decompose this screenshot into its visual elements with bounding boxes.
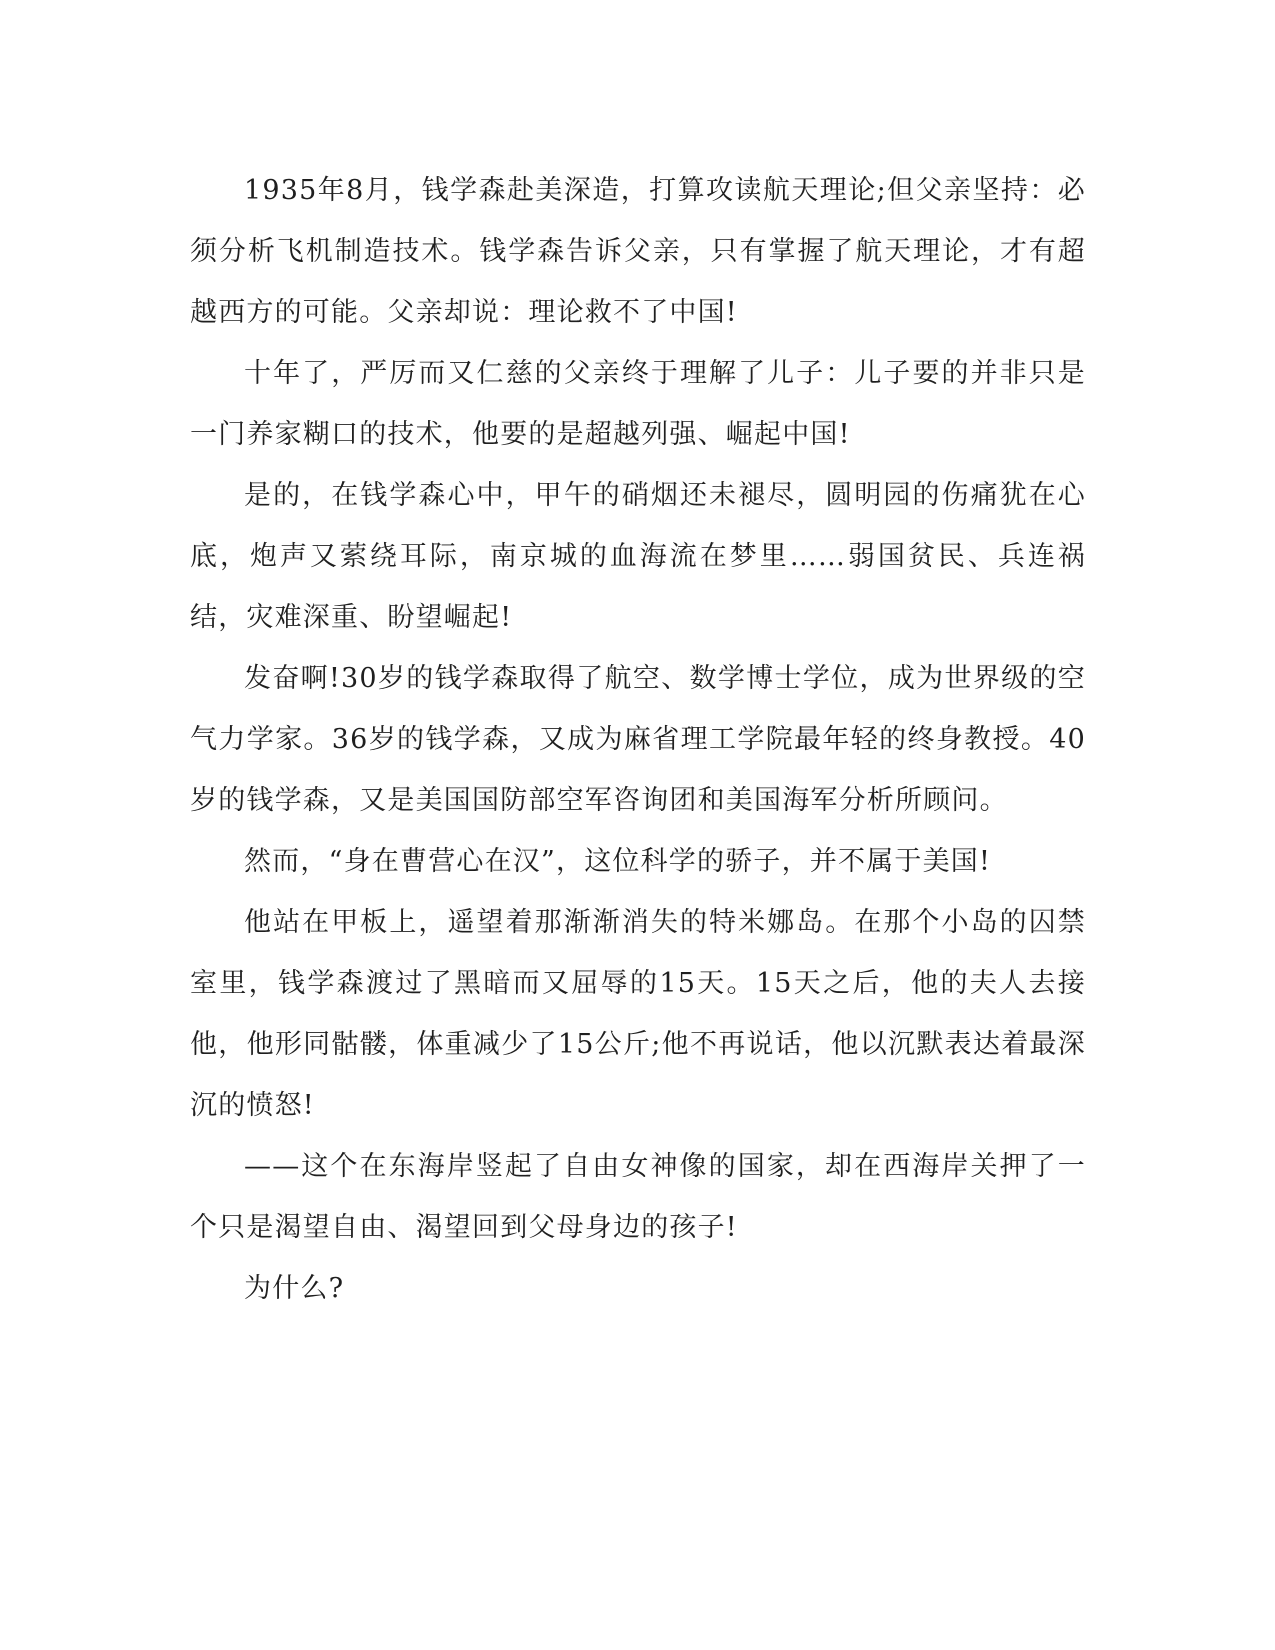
paragraph-6: 他站在甲板上，遥望着那渐渐消失的特米娜岛。在那个小岛的囚禁室里，钱学森渡过了黑暗而又屈辱的15天。15天之后，他的夫人去接他，他形同骷髅，体重减少了15公斤;他不再说话，他以沉默表达着最深沉的愤怒!	[190, 907, 1086, 1121]
paragraph-5: 然而，“身在曹营心在汉”，这位科学的骄子，并不属于美国!	[244, 846, 992, 877]
paragraph-7: ——这个在东海岸竖起了自由女神像的国家，却在西海岸关押了一个只是渴望自由、渴望回到父母身边的孩子!	[190, 1151, 1086, 1243]
paragraph-4: 发奋啊!30岁的钱学森取得了航空、数学博士学位，成为世界级的空气力学家。36岁的钱学森，又成为麻省理工学院最年轻的终身教授。40岁的钱学森，又是美国国防部空军咨询团和美国海军分析所顾问。	[190, 663, 1086, 816]
paragraph-3: 是的，在钱学森心中，甲午的硝烟还未褪尽，圆明园的伤痛犹在心底，炮声又萦绕耳际，南京城的血海流在梦里……弱国贫民、兵连祸结，灾难深重、盼望崛起!	[190, 480, 1086, 633]
paragraph-8: 为什么?	[244, 1273, 345, 1304]
paragraph-1: 1935年8月，钱学森赴美深造，打算攻读航天理论;但父亲坚持：必须分析飞机制造技术。钱学森告诉父亲，只有掌握了航天理论，才有超越西方的可能。父亲却说：理论救不了中国!	[190, 175, 1086, 328]
paragraph-2: 十年了，严厉而又仁慈的父亲终于理解了儿子：儿子要的并非只是一门养家糊口的技术，他要的是超越列强、崛起中国!	[190, 358, 1086, 450]
body-text	[190, 160, 1086, 1319]
